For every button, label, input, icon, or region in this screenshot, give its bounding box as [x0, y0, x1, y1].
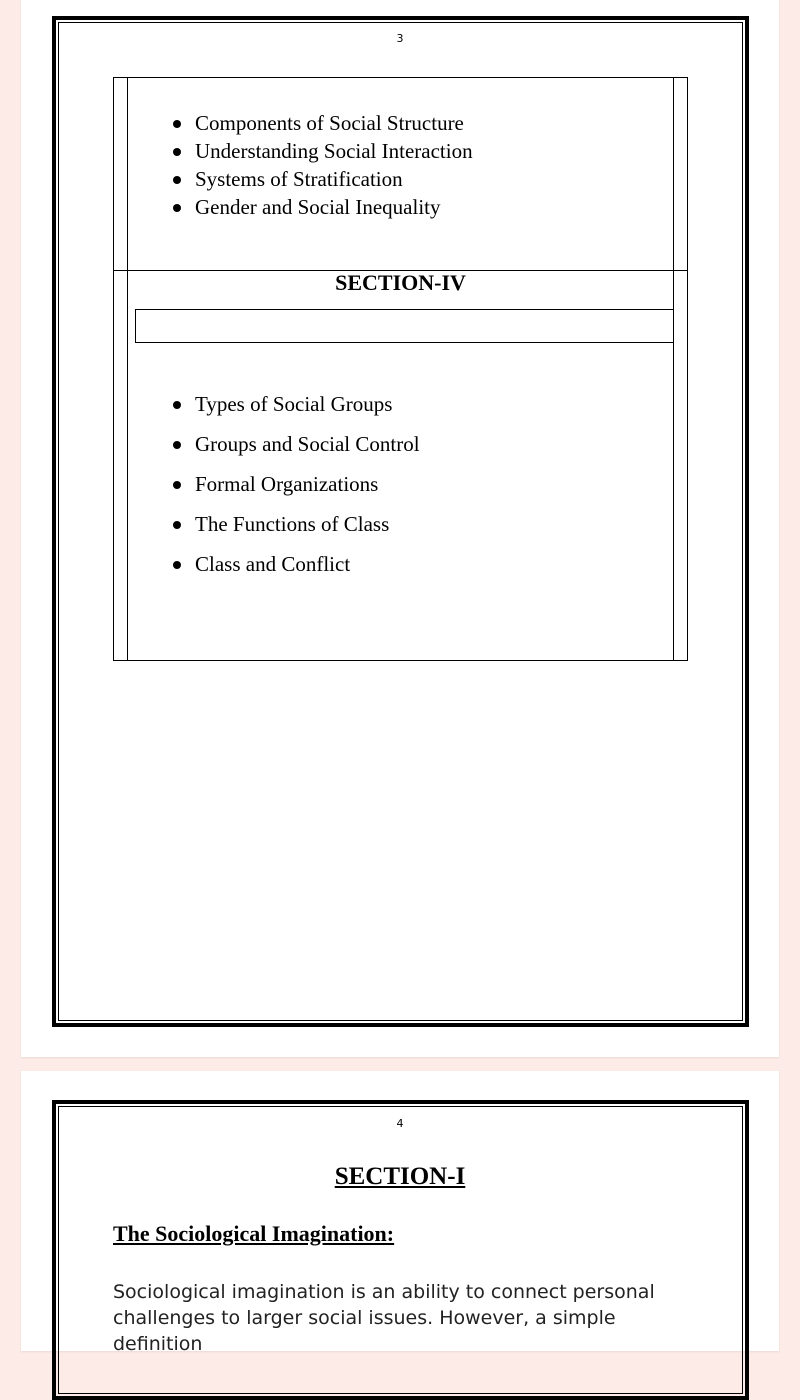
list-item: Groups and Social Control — [173, 424, 420, 464]
list-item: The Functions of Class — [173, 504, 420, 544]
list-item: Understanding Social Interaction — [173, 137, 473, 165]
page-number: 4 — [396, 1117, 404, 1130]
document-page-4 — [21, 1071, 779, 1355]
content-table — [113, 77, 688, 661]
list-item: Components of Social Structure — [173, 109, 473, 137]
table-inner-column — [127, 78, 674, 660]
list-item: Types of Social Groups — [173, 384, 420, 424]
section-heading: SECTION-I — [334, 1163, 466, 1190]
section-heading: SECTION-IV — [335, 270, 466, 295]
body-paragraph: Sociological imagination is an ability to connect personal challenges to larger social issues. However, a simple definition — [113, 1281, 655, 1355]
empty-table-cell — [135, 309, 674, 343]
page-number: 3 — [396, 32, 404, 45]
topic-list — [173, 384, 420, 584]
list-item: Class and Conflict — [173, 544, 420, 584]
subheading: The Sociological Imagination: — [113, 1221, 395, 1246]
list-item: Formal Organizations — [173, 464, 420, 504]
list-item: Systems of Stratification — [173, 165, 473, 193]
list-item: Gender and Social Inequality — [173, 193, 473, 221]
document-page-3 — [21, 0, 779, 1057]
topic-list — [173, 109, 473, 221]
